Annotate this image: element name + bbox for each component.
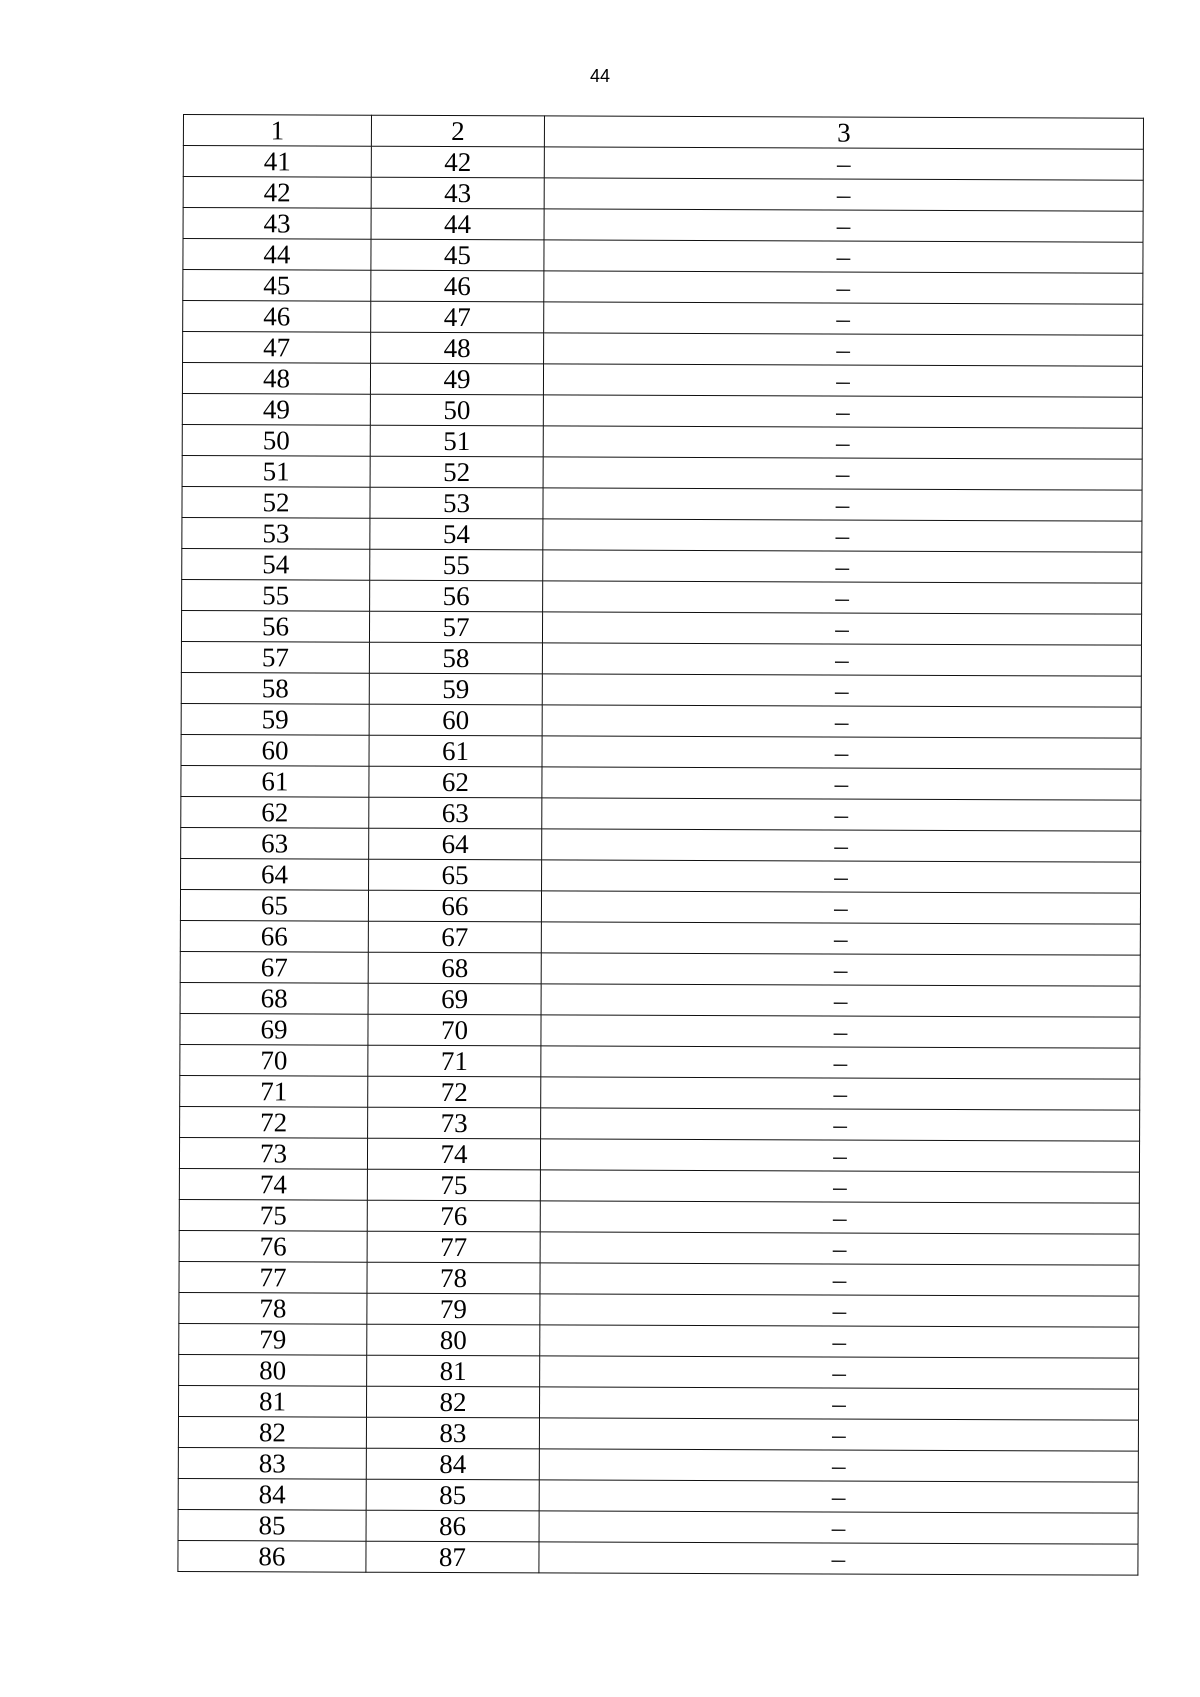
table-row: [180, 1013, 1140, 1048]
table-cell-col-2: 56: [370, 580, 543, 612]
table-row: [178, 1385, 1138, 1420]
table-cell-col-2: 54: [370, 518, 543, 550]
table-cell-col-1: 82: [178, 1416, 366, 1448]
table-cell-col-3: –: [544, 178, 1143, 211]
table-cell-col-2: 71: [368, 1045, 541, 1077]
table-cell-col-1: 70: [180, 1044, 368, 1076]
column-header-3: 3: [544, 116, 1143, 149]
table-row: [179, 1354, 1139, 1389]
table-cell-col-2: 85: [366, 1479, 539, 1511]
table-cell-col-3: –: [543, 364, 1142, 397]
table-cell-col-3: –: [540, 1325, 1139, 1358]
table-cell-col-3: –: [539, 1449, 1138, 1482]
table-cell-col-2: 60: [369, 704, 542, 736]
table-row: [178, 1509, 1138, 1544]
table-cell-col-3: –: [539, 1387, 1138, 1420]
table-cell-col-2: 42: [371, 146, 544, 178]
table-cell-col-2: 46: [371, 270, 544, 302]
table-row: [179, 1199, 1139, 1234]
table-row: [180, 1075, 1140, 1110]
table-cell-col-2: 80: [367, 1324, 540, 1356]
table-cell-col-3: –: [539, 1480, 1138, 1513]
table-cell-col-3: –: [542, 705, 1141, 738]
table-cell-col-2: 55: [370, 549, 543, 581]
table-row: [181, 827, 1141, 862]
table-cell-col-3: –: [540, 1201, 1139, 1234]
table-cell-col-2: 78: [367, 1262, 540, 1294]
table-cell-col-2: 47: [371, 301, 544, 333]
table-row: [182, 548, 1142, 583]
table-row: [179, 1230, 1139, 1265]
table-row: [181, 796, 1141, 831]
table-cell-col-3: –: [541, 984, 1140, 1017]
table-row: [179, 1137, 1139, 1172]
table-cell-col-1: 74: [179, 1168, 367, 1200]
table-cell-col-2: 73: [368, 1107, 541, 1139]
table-cell-col-3: –: [542, 767, 1141, 800]
table-row: [181, 672, 1141, 707]
table-row: [180, 889, 1140, 924]
table-cell-col-2: 57: [369, 611, 542, 643]
table-cell-col-1: 45: [183, 270, 371, 302]
table-cell-col-3: –: [539, 1542, 1138, 1575]
table-cell-col-3: –: [543, 519, 1142, 552]
table-row: [183, 301, 1143, 336]
table-cell-col-3: –: [544, 302, 1143, 335]
table-row: [183, 177, 1143, 212]
table-cell-col-2: 87: [366, 1541, 539, 1573]
table-cell-col-1: 85: [178, 1509, 366, 1541]
table-cell-col-1: 71: [180, 1075, 368, 1107]
table-cell-col-1: 73: [179, 1137, 367, 1169]
table-row: [181, 765, 1141, 800]
table-header-row: [183, 115, 1143, 150]
table-row: [179, 1292, 1139, 1327]
table-row: [181, 858, 1141, 893]
table-cell-col-2: 72: [368, 1076, 541, 1108]
table-cell-col-1: 43: [183, 208, 371, 240]
table-row: [178, 1478, 1138, 1513]
table-cell-col-2: 62: [369, 766, 542, 798]
table-cell-col-3: –: [542, 674, 1141, 707]
table-row: [183, 146, 1143, 181]
table-cell-col-1: 81: [178, 1385, 366, 1417]
table-row: [182, 579, 1142, 614]
table-cell-col-1: 58: [181, 672, 369, 704]
table-cell-col-2: 79: [367, 1293, 540, 1325]
table-cell-col-2: 69: [368, 983, 541, 1015]
table-row: [183, 208, 1143, 243]
table-cell-col-1: 65: [180, 889, 368, 921]
table-row: [182, 363, 1142, 398]
table-row: [183, 270, 1143, 305]
table-cell-col-1: 86: [178, 1540, 366, 1572]
table-cell-col-3: –: [542, 643, 1141, 676]
table-row: [181, 734, 1141, 769]
table-cell-col-1: 53: [182, 517, 370, 549]
table-cell-col-1: 46: [183, 301, 371, 333]
table-cell-col-2: 59: [369, 673, 542, 705]
table-cell-col-3: –: [539, 1418, 1138, 1451]
table-cell-col-3: –: [540, 1170, 1139, 1203]
table-cell-col-2: 58: [369, 642, 542, 674]
table-row: [183, 239, 1143, 274]
table-cell-col-1: 49: [182, 393, 370, 425]
table-cell-col-2: 81: [367, 1355, 540, 1387]
table-row: [181, 610, 1141, 645]
table-cell-col-2: 52: [370, 456, 543, 488]
table-cell-col-1: 57: [181, 641, 369, 673]
table-cell-col-1: 56: [181, 610, 369, 642]
table-cell-col-3: –: [540, 1294, 1139, 1327]
page-number: 44: [589, 66, 611, 86]
table-row: [179, 1168, 1139, 1203]
table-cell-col-1: 41: [183, 146, 371, 178]
table-cell-col-1: 83: [178, 1447, 366, 1479]
table-cell-col-3: –: [543, 550, 1142, 583]
table-cell-col-3: –: [541, 1046, 1140, 1079]
table-cell-col-3: –: [542, 798, 1141, 831]
table-cell-col-1: 69: [180, 1013, 368, 1045]
table-cell-col-3: –: [540, 1139, 1139, 1172]
table-row: [180, 1106, 1140, 1141]
table-cell-col-1: 68: [180, 982, 368, 1014]
table-cell-col-3: –: [541, 1108, 1140, 1141]
table-cell-col-1: 62: [181, 796, 369, 828]
table-cell-col-2: 75: [367, 1169, 540, 1201]
table-row: [182, 486, 1142, 521]
table-cell-col-3: –: [543, 395, 1142, 428]
table-cell-col-2: 77: [367, 1231, 540, 1263]
table-cell-col-1: 79: [179, 1323, 367, 1355]
table-row: [179, 1261, 1139, 1296]
table-cell-col-2: 65: [369, 859, 542, 891]
table-cell-col-3: –: [544, 333, 1143, 366]
table-cell-col-2: 48: [371, 332, 544, 364]
table-row: [179, 1323, 1139, 1358]
column-header-1: 1: [183, 115, 371, 147]
table-cell-col-1: 59: [181, 703, 369, 735]
table-row: [183, 332, 1143, 367]
table-cell-col-3: –: [542, 612, 1141, 645]
table-cell-col-2: 51: [370, 425, 543, 457]
table-cell-col-3: –: [541, 922, 1140, 955]
table-row: [182, 393, 1142, 428]
table-row: [181, 703, 1141, 738]
table-cell-col-1: 61: [181, 765, 369, 797]
table-cell-col-1: 67: [180, 951, 368, 983]
table-cell-col-2: 76: [367, 1200, 540, 1232]
table-cell-col-3: –: [544, 240, 1143, 273]
table-cell-col-2: 61: [369, 735, 542, 767]
table-row: [182, 455, 1142, 490]
table-cell-col-2: 49: [370, 363, 543, 395]
table-cell-col-3: –: [542, 829, 1141, 862]
table-cell-col-3: –: [541, 953, 1140, 986]
table-cell-col-3: –: [543, 426, 1142, 459]
table-row: [178, 1540, 1138, 1575]
table-cell-col-1: 76: [179, 1230, 367, 1262]
table-cell-col-3: –: [543, 457, 1142, 490]
table-cell-col-2: 43: [371, 177, 544, 209]
table-cell-col-1: 54: [182, 548, 370, 580]
table-cell-col-2: 82: [366, 1386, 539, 1418]
table-cell-col-1: 66: [180, 920, 368, 952]
table-cell-col-3: –: [540, 1232, 1139, 1265]
table-cell-col-1: 50: [182, 424, 370, 456]
table-body: [178, 115, 1144, 1576]
table-cell-col-2: 53: [370, 487, 543, 519]
table-cell-col-1: 51: [182, 455, 370, 487]
table-cell-col-1: 64: [181, 858, 369, 890]
table-cell-col-2: 50: [370, 394, 543, 426]
table-cell-col-1: 44: [183, 239, 371, 271]
table-row: [178, 1416, 1138, 1451]
table-cell-col-2: 67: [368, 921, 541, 953]
table-cell-col-2: 74: [367, 1138, 540, 1170]
table-cell-col-1: 75: [179, 1199, 367, 1231]
table-cell-col-3: –: [542, 860, 1141, 893]
table-cell-col-1: 84: [178, 1478, 366, 1510]
table-cell-col-3: –: [540, 1356, 1139, 1389]
table-cell-col-2: 70: [368, 1014, 541, 1046]
table-cell-col-2: 66: [368, 890, 541, 922]
table-cell-col-2: 45: [371, 239, 544, 271]
table-cell-col-1: 80: [179, 1354, 367, 1386]
table-row: [178, 1447, 1138, 1482]
table-row: [180, 920, 1140, 955]
data-table: [177, 114, 1144, 1576]
table-row: [180, 982, 1140, 1017]
table-row: [182, 424, 1142, 459]
table-cell-col-1: 48: [182, 363, 370, 395]
table-cell-col-3: –: [540, 1263, 1139, 1296]
table-row: [180, 1044, 1140, 1079]
table-cell-col-1: 77: [179, 1261, 367, 1293]
table-row: [182, 517, 1142, 552]
table-cell-col-1: 78: [179, 1292, 367, 1324]
table-cell-col-1: 52: [182, 486, 370, 518]
table-row: [181, 641, 1141, 676]
table-cell-col-3: –: [543, 488, 1142, 521]
table-cell-col-3: –: [544, 209, 1143, 242]
table-cell-col-2: 63: [369, 797, 542, 829]
table-cell-col-1: 55: [182, 579, 370, 611]
table-cell-col-1: 42: [183, 177, 371, 209]
table-cell-col-1: 72: [180, 1106, 368, 1138]
table-row: [180, 951, 1140, 986]
table-cell-col-2: 86: [366, 1510, 539, 1542]
table-cell-col-2: 68: [368, 952, 541, 984]
table-cell-col-2: 44: [371, 208, 544, 240]
table-cell-col-2: 84: [366, 1448, 539, 1480]
table-cell-col-1: 47: [183, 332, 371, 364]
table-cell-col-3: –: [541, 1077, 1140, 1110]
table-cell-col-2: 64: [369, 828, 542, 860]
table-cell-col-3: –: [539, 1511, 1138, 1544]
table-cell-col-3: –: [543, 581, 1142, 614]
table-cell-col-1: 60: [181, 734, 369, 766]
table-cell-col-3: –: [544, 147, 1143, 180]
table-cell-col-3: –: [541, 1015, 1140, 1048]
table-cell-col-3: –: [541, 891, 1140, 924]
table-cell-col-2: 83: [366, 1417, 539, 1449]
table-cell-col-3: –: [544, 271, 1143, 304]
table-cell-col-1: 63: [181, 827, 369, 859]
table-cell-col-3: –: [542, 736, 1141, 769]
column-header-2: 2: [371, 115, 544, 147]
